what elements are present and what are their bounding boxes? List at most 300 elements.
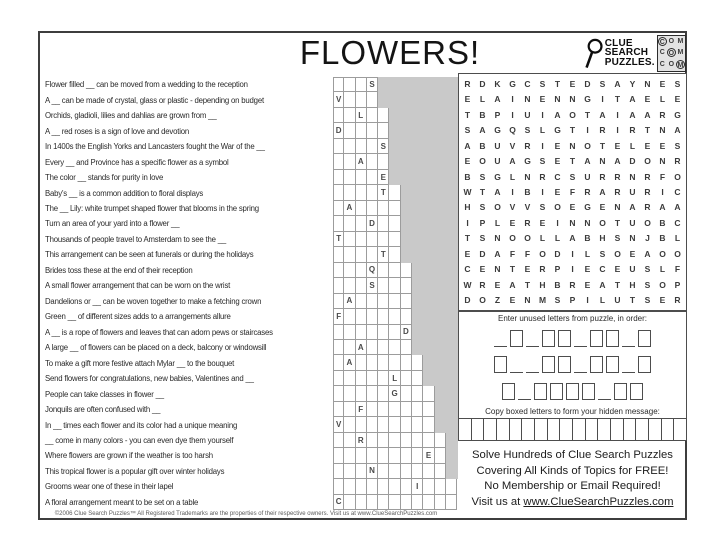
letter-box (502, 383, 515, 400)
answer-cell: A (344, 355, 355, 370)
shaded-filler (389, 139, 458, 154)
word-search-letter: F (524, 248, 531, 259)
word-search-letter: E (644, 140, 651, 151)
word-search-letter: G (509, 78, 516, 89)
shaded-filler (412, 263, 458, 278)
answer-cell (401, 294, 412, 309)
answer-cell (401, 309, 412, 324)
word-search-letter: O (644, 217, 651, 228)
word-search-letter: I (661, 186, 664, 197)
unused-letters-blanks (459, 323, 686, 406)
word-search-letter: B (464, 171, 471, 182)
word-search-letter: R (644, 171, 651, 182)
shaded-filler (412, 340, 458, 355)
message-letter-box (662, 419, 675, 440)
answer-row (333, 294, 458, 309)
answer-cell (356, 417, 367, 432)
word-search-letter: T (614, 217, 621, 228)
answer-grid (333, 77, 458, 510)
message-letter-box (459, 419, 472, 440)
word-search-letter: V (509, 202, 516, 213)
word-search-letter: N (629, 171, 636, 182)
word-search-letter: F (674, 264, 681, 275)
letter-box (590, 356, 603, 373)
clue-line: Thousands of people travel to Amsterdam to see the __ (45, 234, 226, 244)
letter-box (638, 330, 651, 347)
letter-box (494, 356, 507, 373)
answer-cell (344, 77, 355, 92)
clue-line: Flower filled __ can be moved from a wedding to the reception (45, 80, 248, 90)
word-search-letter: A (614, 78, 621, 89)
shaded-filler (389, 108, 458, 123)
letter-box (590, 330, 603, 347)
word-search-letter: R (584, 186, 591, 197)
answer-cell (333, 402, 344, 417)
answer-cell (401, 433, 412, 448)
clue-line: A large __ of flowers can be placed on a deck, balcony or windowsill (45, 343, 267, 353)
answer-cell (333, 108, 344, 123)
word-search-letter: E (659, 140, 666, 151)
answer-cell (367, 185, 378, 200)
promo-visit-prefix: Visit us at (471, 495, 524, 508)
word-search-letter: T (599, 140, 606, 151)
answer-cell (356, 325, 367, 340)
shaded-filler (412, 325, 458, 340)
answer-cell (344, 263, 355, 278)
word-search-letter: O (554, 202, 561, 213)
com-row (658, 47, 685, 59)
answer-cell (401, 495, 412, 510)
word-search-letter: R (614, 186, 621, 197)
answer-cell: T (378, 247, 389, 262)
answer-cell: V (333, 417, 344, 432)
answer-cell (333, 170, 344, 185)
word-search-letter: I (466, 217, 469, 228)
word-search-letter: B (659, 233, 666, 244)
word-search-letter: T (614, 94, 621, 105)
word-search-letter: E (539, 94, 546, 105)
word-search-letter: S (479, 171, 486, 182)
clue-line: Turn an area of your yard into a flower __ (45, 219, 180, 229)
clue-line: To make a gift more festive attach Mylar __ to the bouquet (45, 358, 235, 368)
com-letter (658, 59, 667, 71)
answer-cell (356, 170, 367, 185)
word-search-letter: J (645, 233, 650, 244)
promo-line-1: Solve Hundreds of Clue Search Puzzles (472, 449, 673, 461)
answer-cell (367, 201, 378, 216)
word-search-letter: E (494, 279, 501, 290)
answer-cell (378, 355, 389, 370)
word-search-letter: E (614, 140, 621, 151)
word-search-row (460, 200, 685, 215)
shaded-filler (435, 386, 458, 401)
answer-cell (333, 340, 344, 355)
word-search-letter: H (599, 233, 606, 244)
word-search-letter: T (464, 233, 471, 244)
word-search-letter: G (584, 202, 591, 213)
word-search-letter: R (674, 156, 681, 167)
letter-box (582, 383, 595, 400)
clue-line: The color __ stands for purity in love (45, 173, 164, 183)
word-search-letter: E (659, 295, 666, 306)
word-search-letter: S (569, 171, 576, 182)
message-letter-box (522, 419, 535, 440)
word-search-letter: A (599, 186, 606, 197)
word-search-letter: I (616, 109, 619, 120)
answer-cell (389, 402, 400, 417)
com-letter (676, 36, 685, 48)
message-letter-box (598, 419, 611, 440)
answer-cell (389, 495, 400, 510)
answer-cell (401, 464, 412, 479)
answer-row (333, 201, 458, 216)
word-search-letter: R (644, 202, 651, 213)
word-search-letter: N (524, 94, 531, 105)
clue-line: A __ red roses is a sign of love and devotion (45, 126, 190, 136)
answer-cell: S (367, 278, 378, 293)
word-search-letter: A (494, 186, 501, 197)
word-search-letter: R (539, 171, 546, 182)
answer-row (333, 92, 458, 107)
answer-cell (423, 402, 434, 417)
word-search-letter: D (464, 295, 471, 306)
word-search-row (460, 215, 685, 230)
answer-cell (446, 479, 457, 494)
answer-cell (389, 216, 400, 231)
com-letter-glyph: O (668, 61, 675, 69)
word-search-letter: P (674, 279, 681, 290)
com-letter-glyph: O (668, 50, 675, 58)
word-search-letter: D (479, 78, 486, 89)
word-search-letter: E (509, 217, 516, 228)
word-search-letter: S (644, 264, 651, 275)
word-search-letter: G (494, 171, 501, 182)
message-letter-box (624, 419, 637, 440)
answer-cell (435, 448, 446, 463)
word-search-letter: C (674, 186, 681, 197)
word-search-letter: F (509, 248, 516, 259)
word-search-row (460, 169, 685, 184)
word-search-letter: S (539, 156, 546, 167)
answer-cell (356, 371, 367, 386)
word-search-letter: I (541, 186, 544, 197)
message-letter-box (586, 419, 599, 440)
answer-cell (423, 433, 434, 448)
answer-cell (389, 417, 400, 432)
promo-visit-line (458, 495, 687, 511)
answer-cell (378, 154, 389, 169)
shaded-filler (435, 417, 458, 432)
answer-row (333, 309, 458, 324)
word-search-letter: R (464, 78, 471, 89)
answer-cell (344, 139, 355, 154)
shaded-filler (412, 278, 458, 293)
clue-line: A floral arrangement meant to be set on a table (45, 497, 199, 507)
answer-cell (344, 154, 355, 169)
answer-cell (446, 495, 457, 510)
word-search-letter: B (554, 279, 561, 290)
clue-line: A __ can be made of crystal, glass or plastic - depending on budget (45, 95, 264, 105)
word-search-letter: S (644, 295, 651, 306)
word-search-letter: R (674, 295, 681, 306)
word-search-letter: H (629, 279, 636, 290)
word-search-letter: L (659, 264, 666, 275)
answer-cell (389, 355, 400, 370)
answer-cell: L (356, 108, 367, 123)
shaded-filler (446, 448, 458, 463)
answer-cell (401, 448, 412, 463)
letter-box (614, 383, 627, 400)
answer-cell (367, 92, 378, 107)
message-letter-box (548, 419, 561, 440)
answer-cell (356, 479, 367, 494)
word-search-letter: O (659, 248, 666, 259)
answer-cell (344, 495, 355, 510)
answer-cell (423, 479, 434, 494)
word-search-row (460, 122, 685, 137)
word-search-letter: E (584, 279, 591, 290)
word-search-letter: A (464, 140, 471, 151)
answer-cell (344, 278, 355, 293)
shaded-filler (423, 355, 458, 370)
answer-cell (378, 340, 389, 355)
word-search-letter: E (554, 186, 561, 197)
answer-row (333, 417, 458, 432)
website-link[interactable]: www.ClueSearchPuzzles.com (523, 495, 674, 508)
answer-cell (378, 433, 389, 448)
answer-cell: R (356, 433, 367, 448)
answer-cell (412, 386, 423, 401)
magnifying-glass-icon (584, 35, 603, 72)
clue-line: Baby's __ is a common addition to floral displays (45, 188, 204, 198)
clue-line: Grooms wear one of these in their lapel (45, 482, 174, 492)
answer-cell: T (378, 185, 389, 200)
answer-cell (344, 232, 355, 247)
letter-box (542, 356, 555, 373)
shaded-filler (389, 170, 458, 185)
answer-row (333, 355, 458, 370)
promo-line-2: Covering All Kinds of Topics for FREE! (476, 464, 669, 477)
word-search-letter: R (524, 217, 531, 228)
answer-cell (333, 278, 344, 293)
answer-row (333, 448, 458, 463)
clue-line: People can take classes in flower __ (45, 389, 164, 399)
word-search-letter: I (571, 264, 574, 275)
word-search-letter: E (644, 94, 651, 105)
word-search-letter: E (614, 264, 621, 275)
answer-cell (389, 340, 400, 355)
word-search-letter: R (479, 279, 486, 290)
answer-row (333, 154, 458, 169)
word-search-letter: I (541, 140, 544, 151)
word-search-letter: B (479, 109, 486, 120)
answer-cell (367, 448, 378, 463)
word-search-letter: W (463, 279, 472, 290)
word-search-letter: A (509, 156, 516, 167)
answer-cell (435, 495, 446, 510)
word-search-letter: O (674, 248, 681, 259)
word-search-letter: V (509, 140, 516, 151)
word-search-letter: I (571, 248, 574, 259)
word-search-letter: E (464, 156, 471, 167)
word-search-letter: T (629, 295, 636, 306)
word-search-letter: A (644, 109, 651, 120)
answer-cell (333, 464, 344, 479)
word-search-letter: U (629, 264, 636, 275)
answer-cell (356, 309, 367, 324)
answer-row (333, 495, 458, 510)
answer-row (333, 263, 458, 278)
answer-cell (333, 325, 344, 340)
answer-cell (401, 371, 412, 386)
answer-cell (389, 464, 400, 479)
word-search-letter: P (479, 217, 486, 228)
brand-wordmark (605, 39, 655, 68)
word-search-letter: U (494, 156, 501, 167)
word-search-letter: A (599, 279, 606, 290)
clue-line: Orchids, gladioli, lilies and dahlias are grown from __ (45, 111, 217, 121)
word-search-letter: D (554, 248, 561, 259)
answer-cell (344, 108, 355, 123)
page-title: FLOWERS! (299, 34, 481, 71)
answer-row (333, 325, 458, 340)
com-mini-wordsearch (657, 35, 686, 72)
word-search-letter: N (644, 78, 651, 89)
word-search-letter: E (509, 295, 516, 306)
word-search-letter: I (601, 94, 604, 105)
word-search-letter: L (659, 94, 666, 105)
message-letter-box (497, 419, 510, 440)
answer-cell (333, 201, 344, 216)
brand-line-2: SEARCH (604, 47, 649, 59)
answer-row (333, 216, 458, 231)
answer-cell (356, 294, 367, 309)
word-search-letter: A (584, 156, 591, 167)
word-search-grid (458, 73, 687, 311)
word-search-letter: L (674, 233, 681, 244)
answer-cell (356, 185, 367, 200)
letter-box (534, 383, 547, 400)
shaded-filler (389, 123, 458, 138)
word-search-letter: N (584, 217, 591, 228)
com-letter-glyph: C (659, 38, 665, 46)
shaded-filler (401, 201, 458, 216)
word-search-letter: A (659, 202, 666, 213)
answer-cell (401, 479, 412, 494)
answer-cell (356, 386, 367, 401)
word-search-letter: E (479, 264, 486, 275)
blank-row (459, 329, 686, 347)
answer-cell (389, 185, 400, 200)
answer-cell: A (344, 201, 355, 216)
answer-cell (367, 232, 378, 247)
answer-cell (412, 417, 423, 432)
word-search-letter: R (629, 125, 636, 136)
answer-cell (389, 309, 400, 324)
com-letter (667, 36, 676, 48)
word-search-letter: O (674, 171, 681, 182)
answer-cell (389, 247, 400, 262)
answer-cell (378, 108, 389, 123)
letter-box (606, 356, 619, 373)
answer-cell (367, 108, 378, 123)
word-search-row (460, 231, 685, 246)
answer-cell (378, 201, 389, 216)
clue-line: In __ times each flower and its color had a unique meaning (45, 420, 238, 430)
answer-cell (435, 464, 446, 479)
word-search-row (460, 293, 685, 308)
com-letter (658, 47, 667, 59)
word-search-letter: S (674, 140, 681, 151)
word-search-letter: P (554, 264, 561, 275)
word-search-letter: I (511, 94, 514, 105)
answer-cell (367, 170, 378, 185)
answer-row (333, 123, 458, 138)
word-search-letter: A (509, 279, 516, 290)
word-search-letter: R (599, 125, 606, 136)
answer-cell (401, 340, 412, 355)
word-search-letter: N (554, 94, 561, 105)
com-row (658, 59, 685, 71)
letter-line (526, 330, 539, 347)
com-letter (667, 59, 676, 71)
word-search-row (460, 91, 685, 106)
com-letter-glyph: C (659, 61, 665, 69)
answer-cell (401, 355, 412, 370)
answer-row (333, 185, 458, 200)
answer-cell (401, 263, 412, 278)
word-search-letter: N (629, 233, 636, 244)
word-search-letter: D (584, 78, 591, 89)
word-search-letter: E (539, 217, 546, 228)
answer-cell (344, 417, 355, 432)
answer-cell (389, 433, 400, 448)
word-search-letter: L (479, 94, 486, 105)
answer-cell (344, 325, 355, 340)
answer-cell (378, 294, 389, 309)
word-search-letter: A (644, 248, 651, 259)
answer-cell (356, 123, 367, 138)
clue-line: Every __ and Province has a specific flower as a symbol (45, 157, 229, 167)
answer-cell (367, 247, 378, 262)
answer-cell (333, 433, 344, 448)
word-search-letter: T (584, 109, 591, 120)
word-search-letter: G (524, 156, 531, 167)
word-search-letter: S (674, 78, 681, 89)
letter-box (542, 330, 555, 347)
answer-cell (367, 417, 378, 432)
answer-cell: F (333, 309, 344, 324)
answer-cell: D (401, 325, 412, 340)
message-letter-box (472, 419, 485, 440)
answer-row (333, 464, 458, 479)
letter-box (558, 356, 571, 373)
word-search-letter: D (479, 248, 486, 259)
word-search-letter: T (509, 264, 516, 275)
answer-cell (333, 479, 344, 494)
answer-cell (356, 495, 367, 510)
word-search-letter: Q (509, 125, 516, 136)
clue-line: Send flowers for congratulations, new babies, Valentines and __ (45, 374, 254, 384)
word-search-letter: F (659, 171, 666, 182)
shaded-filler (401, 216, 458, 231)
word-search-letter: W (463, 186, 472, 197)
word-search-letter: T (569, 156, 576, 167)
answer-cell (333, 185, 344, 200)
answer-cell (378, 479, 389, 494)
shaded-filler (412, 309, 458, 324)
word-search-letter: T (569, 125, 576, 136)
